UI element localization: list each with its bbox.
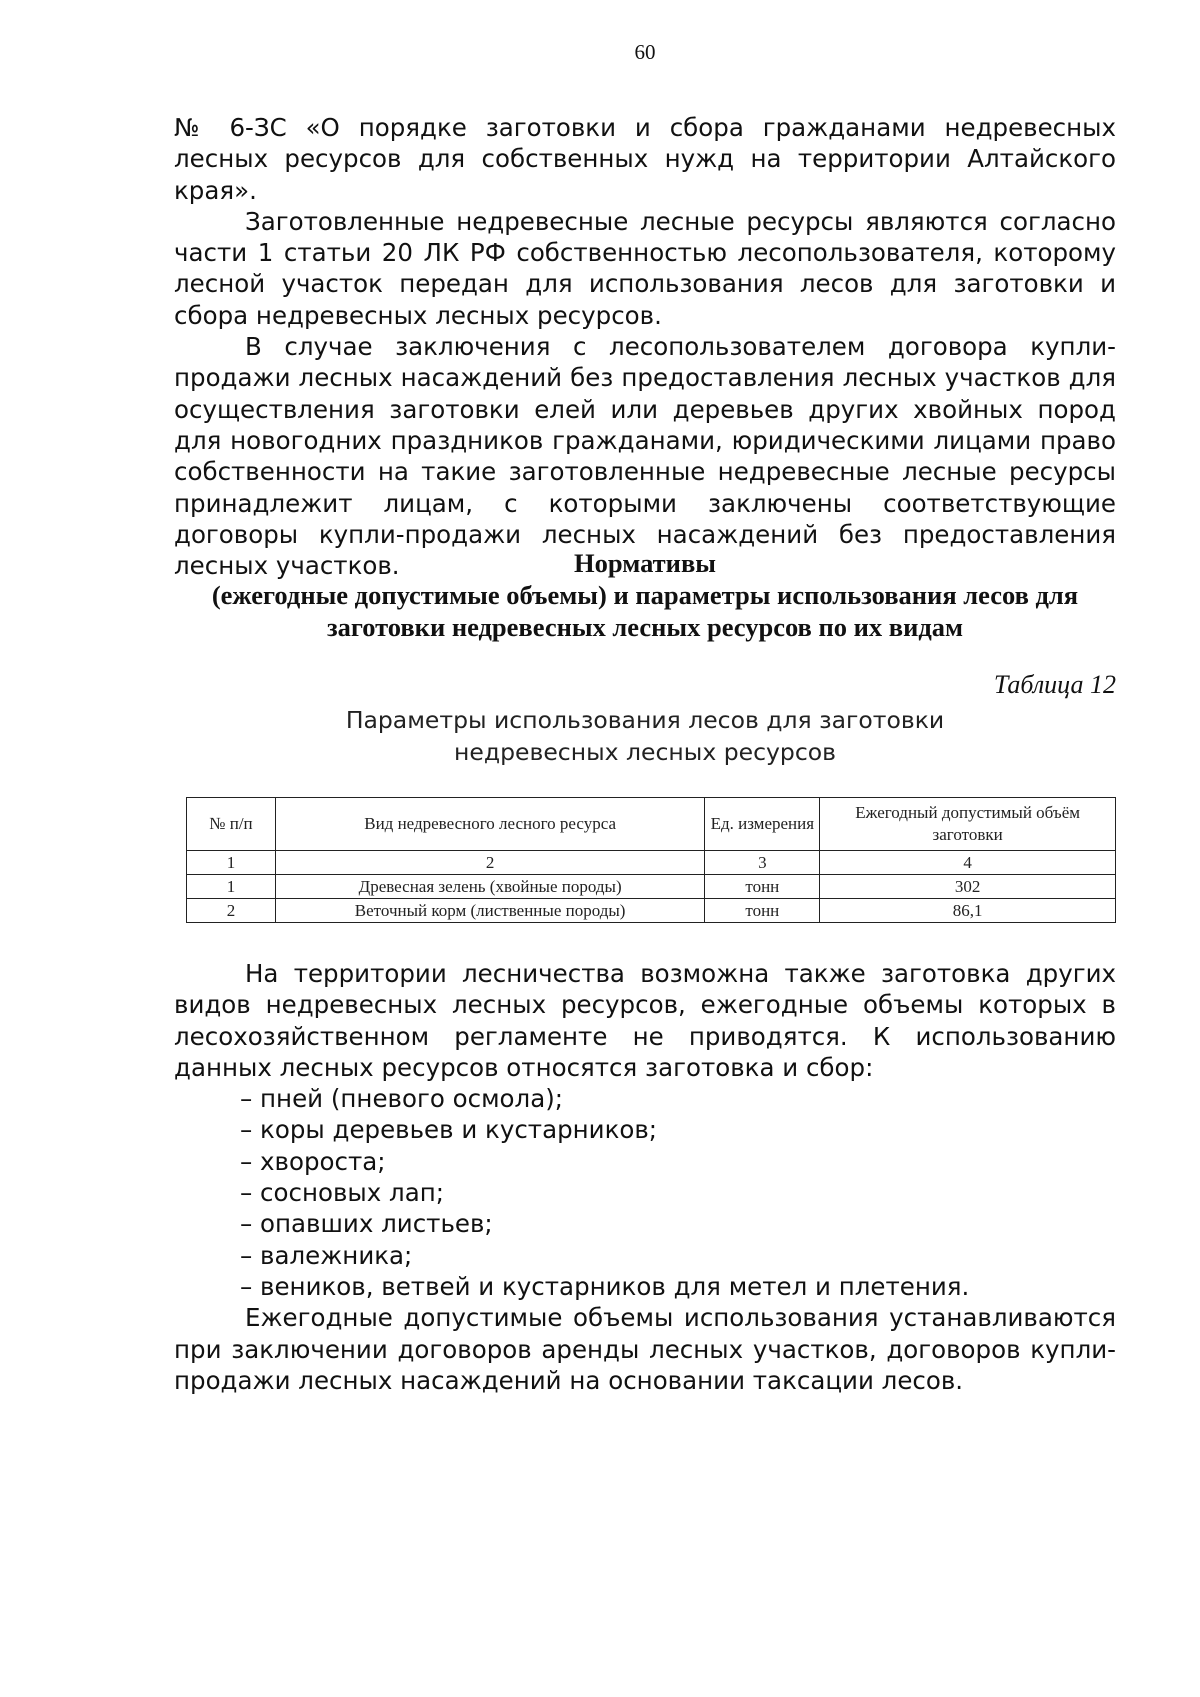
list-item: – сосновых лап;: [240, 1178, 444, 1208]
table-row: [187, 875, 1116, 899]
row-annual-volume: 86,1: [820, 899, 1116, 923]
paragraph-law-reference: № 6-ЗС «О порядке заготовки и сбора гражданами недревесных лесных ресурсов для собственных нужд на территории Алтайского края».: [174, 113, 1116, 205]
paragraph-new-year-trees: В случае заключения с лесопользователем договора купли-продажи лесных насаждений без предоставления лесных участков для осуществления заготовки елей или деревьев других хвойных пород для новогодних праздников гражданами, юридическими лицами право собственности на такие заготовленные недревесные лесные ресурсы принадлежит лицам, с которыми заключены соответствующие договоры купли-продажи лесных насаждений без предоставления лесных участков.: [174, 332, 1116, 581]
parameters-table: [186, 797, 1116, 923]
section-heading: [174, 547, 1116, 643]
list-item: – опавших листьев;: [240, 1209, 493, 1239]
row-resource-type: Веточный корм (лиственные породы): [275, 899, 704, 923]
table-caption-line-1: Параметры использования лесов для заготовки: [345, 706, 945, 734]
table-numbering-row: [187, 851, 1116, 875]
heading-line-1: Нормативы: [574, 548, 716, 578]
page-number: 60: [634, 40, 656, 64]
row-unit: тонн: [705, 875, 820, 899]
paragraph-ownership: Заготовленные недревесные лесные ресурсы являются согласно части 1 статьи 20 ЛК РФ собственностью лесопользователя, которому лесной участок передан для использования лесов для заготовки и сбора недревесных лесных ресурсов.: [174, 206, 1116, 330]
numbering-cell: 2: [275, 851, 704, 875]
table-caption: [174, 704, 1116, 768]
list-item: – веников, ветвей и кустарников для метел и плетения.: [240, 1271, 970, 1301]
header-number: № п/п: [187, 798, 276, 851]
header-resource-type: Вид недревесного лесного ресурса: [275, 798, 704, 851]
numbering-cell: 4: [820, 851, 1116, 875]
row-number: 2: [187, 899, 276, 923]
table-row: [187, 899, 1116, 923]
heading-line-2: (ежегодные допустимые объемы) и параметры использования лесов для: [211, 580, 1079, 610]
list-item: – хвороста;: [240, 1146, 386, 1176]
row-unit: тонн: [705, 899, 820, 923]
row-resource-type: Древесная зелень (хвойные породы): [275, 875, 704, 899]
intro-text: [174, 112, 1116, 581]
paragraph-annual-volumes: Ежегодные допустимые объемы использования устанавливаются при заключении договоров аренды лесных участков, договоров купли-продажи лесных насаждений на основании таксации лесов.: [174, 1303, 1116, 1395]
row-annual-volume: 302: [820, 875, 1116, 899]
table-header-row: [187, 798, 1116, 851]
list-item: – пней (пневого осмола);: [240, 1084, 564, 1114]
header-unit: Ед. измерения: [705, 798, 820, 851]
paragraph-other-resources: На территории лесничества возможна также заготовка других видов недревесных лесных ресурсов, ежегодные объемы которых в лесохозяйственном регламенте не приводятся. К использованию данных лесных ресурсов относятся заготовка и сбор:: [174, 959, 1116, 1082]
table-caption-line-2: недревесных лесных ресурсов: [454, 738, 836, 766]
list-item: – валежника;: [240, 1240, 413, 1270]
row-number: 1: [187, 875, 276, 899]
header-annual-volume: Ежегодный допустимый объём заготовки: [820, 798, 1116, 851]
numbering-cell: 1: [187, 851, 276, 875]
after-table-text: [174, 958, 1116, 1396]
table-label: Таблица 12: [993, 670, 1116, 699]
list-item: – коры деревьев и кустарников;: [240, 1115, 658, 1145]
heading-line-3: заготовки недревесных лесных ресурсов по их видам: [326, 612, 964, 642]
numbering-cell: 3: [705, 851, 820, 875]
